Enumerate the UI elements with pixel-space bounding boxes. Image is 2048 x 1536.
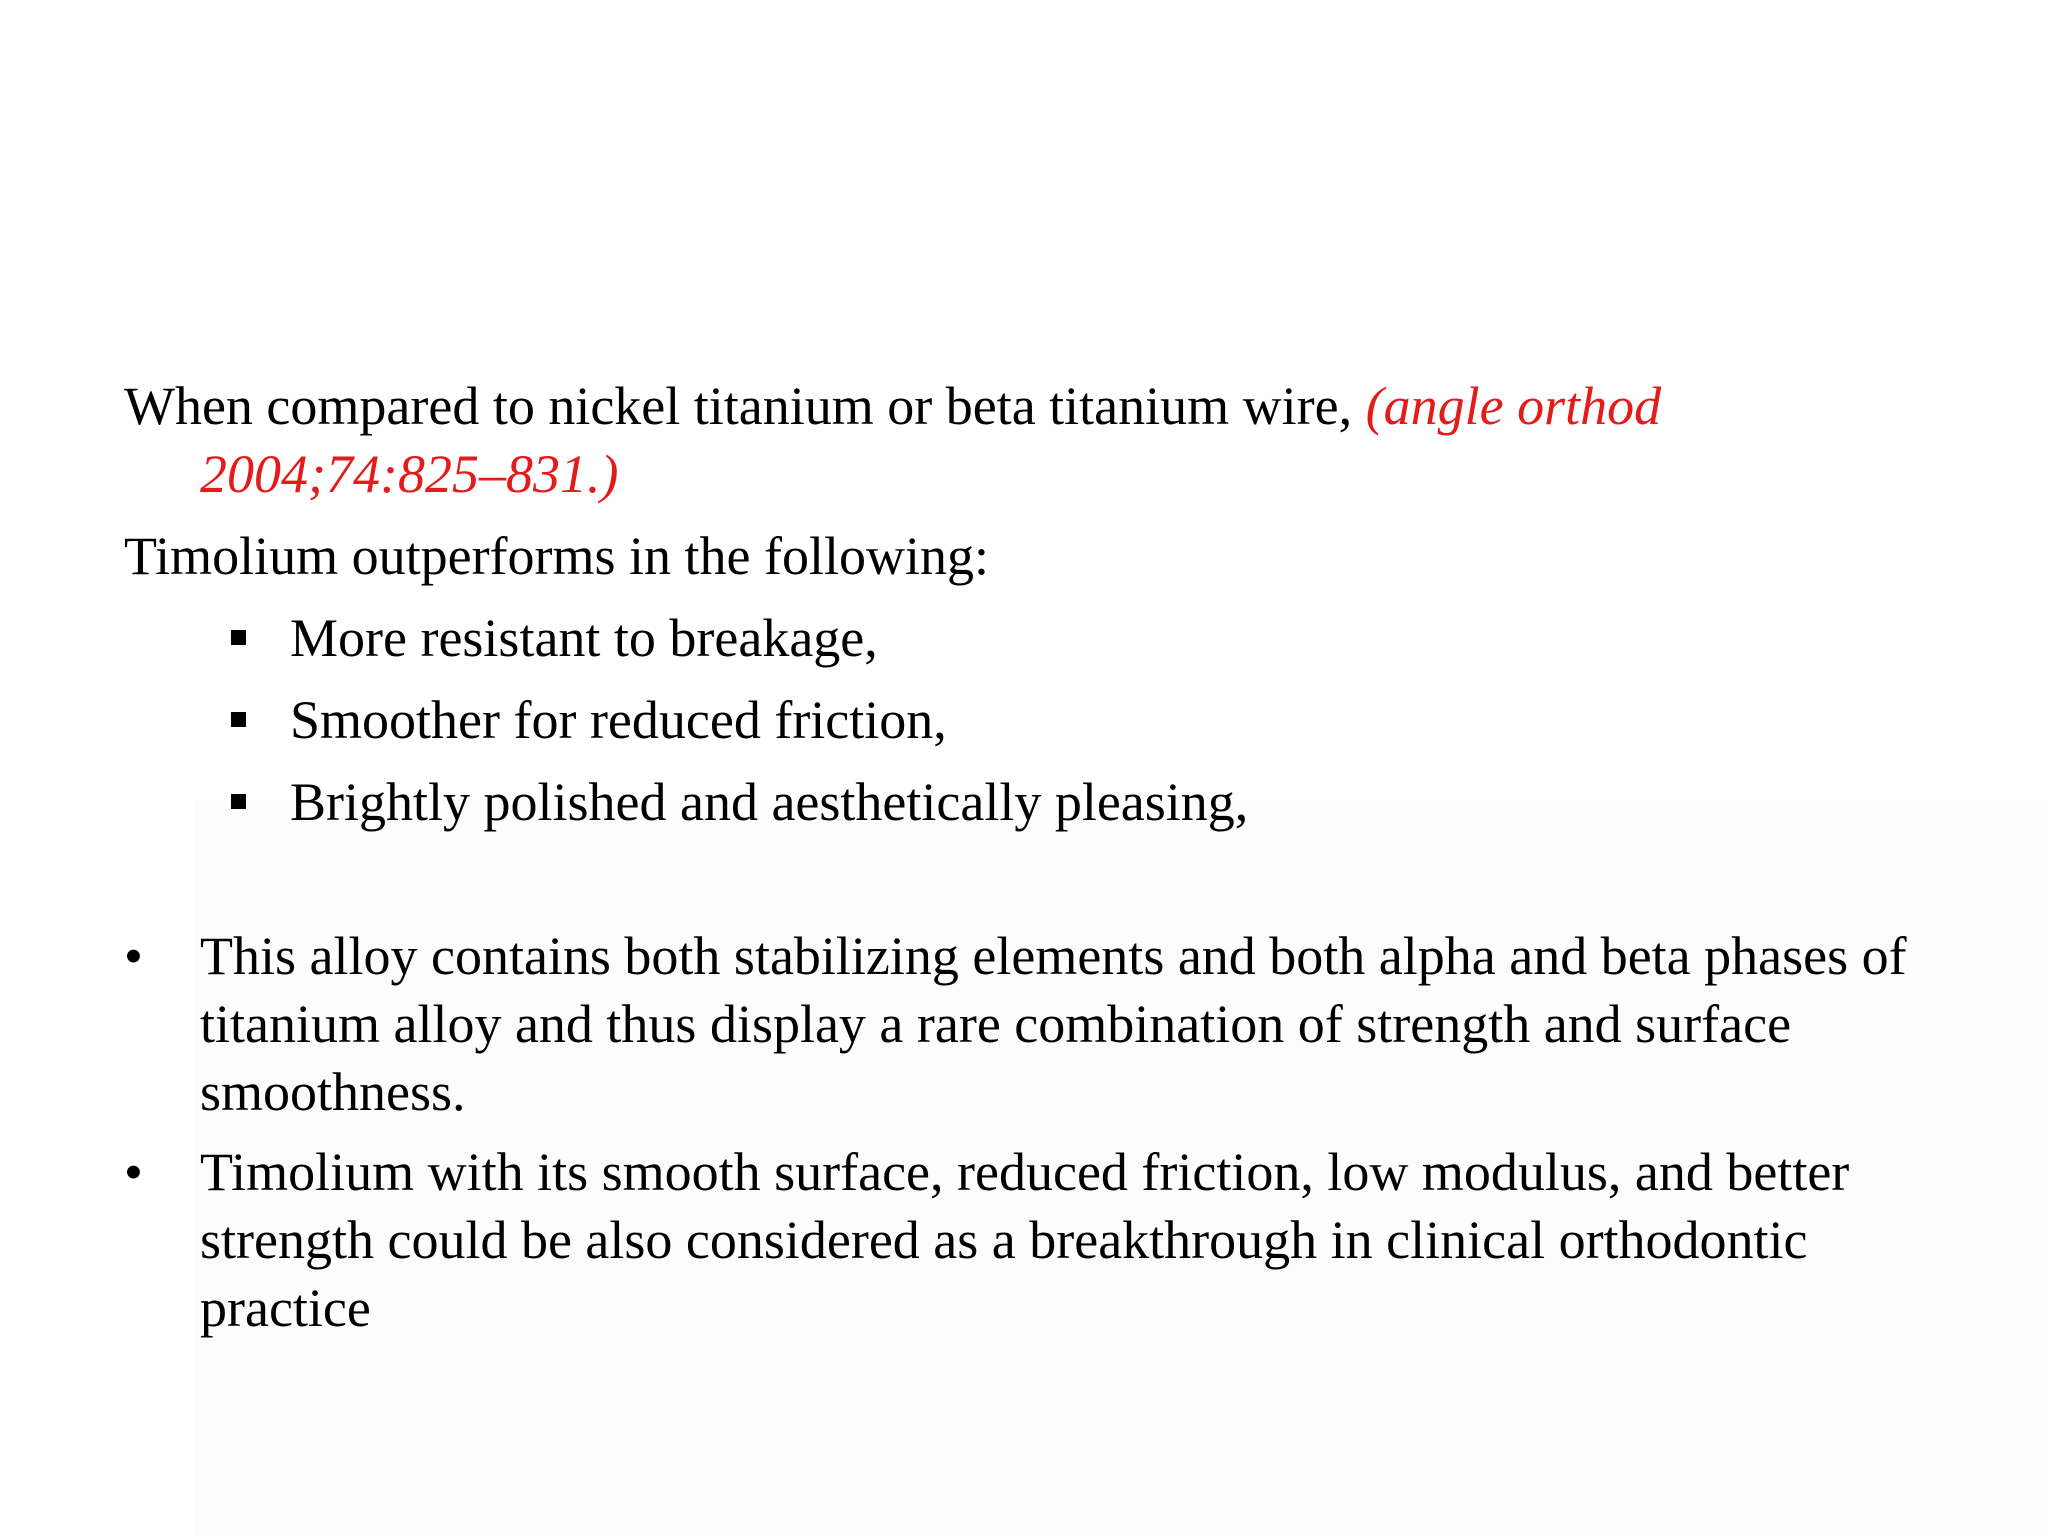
square-bullet-icon	[231, 630, 246, 645]
square-bullet-icon	[231, 794, 246, 809]
advantage-text: Brightly polished and aesthetically pleasing,	[290, 772, 1249, 832]
advantage-text: More resistant to breakage,	[290, 608, 878, 668]
points-list	[124, 922, 1974, 1342]
dot-bullet-icon: •	[124, 926, 143, 986]
point-text: Timolium with its smooth surface, reduced friction, low modulus, and better strength could be also considered as a breakthrough in clinical orthodontic practice	[200, 1142, 1850, 1338]
citation: (angle orthod 2004;74:825–831.)	[200, 376, 1662, 504]
list-item	[124, 604, 1974, 672]
lead-line: Timolium outperforms in the following:	[124, 526, 990, 586]
intro-paragraph	[124, 372, 1974, 508]
list-item	[124, 922, 1974, 1126]
square-bullet-icon	[231, 712, 246, 727]
advantages-list	[124, 604, 1974, 836]
point-text: This alloy contains both stabilizing elements and both alpha and beta phases of titanium alloy and thus display a rare combination of strength and surface smoothness.	[200, 926, 1907, 1122]
list-item	[124, 768, 1974, 836]
list-item	[124, 1138, 1974, 1342]
intro-text: When compared to nickel titanium or beta titanium wire,	[124, 376, 1366, 436]
advantage-text: Smoother for reduced friction,	[290, 690, 947, 750]
list-item	[124, 686, 1974, 754]
dot-bullet-icon: •	[124, 1142, 143, 1202]
slide-body	[124, 372, 1974, 1354]
